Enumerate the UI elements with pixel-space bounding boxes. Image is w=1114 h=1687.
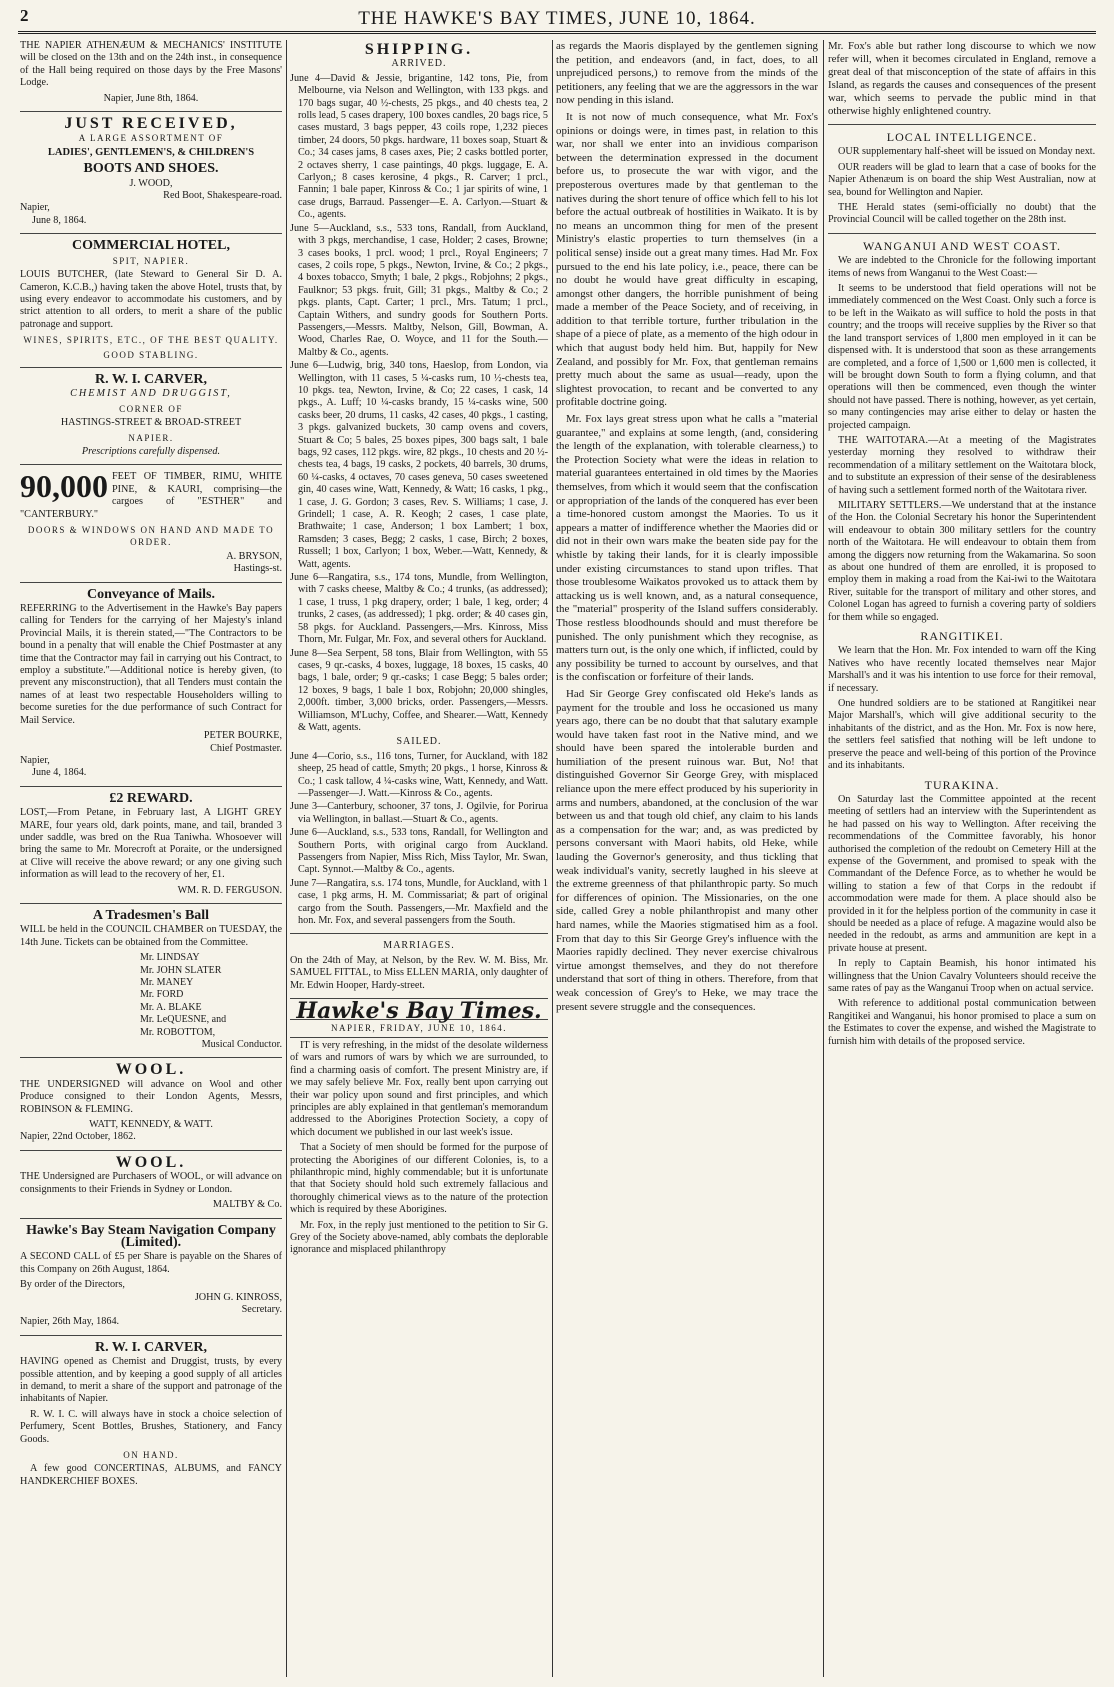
page-title: THE HAWKE'S BAY TIMES, JUNE 10, 1864. [358, 8, 756, 29]
ad-date: Napier, 26th May, 1864. [20, 1316, 120, 1328]
divider [290, 933, 548, 934]
ad-text: LOUIS BUTCHER, (late Steward to General Sir D. A. Cameron, K.C.B.,) having taken the above Hotel, trusts that, by using every endeavor to accommodate his customers, and by strict attention to all orders, to merit a share of the public patronage and support. [20, 269, 282, 330]
turakina-item: On Saturday last the Committee appointed at the recent meeting of settlers had an interview with the Superintendent as he had passed on his way to Wellington. After receiving the recommendations of the Committee favorably, his honor authorised the completion of the redoubt on Cemetery Hill at the expense of the Government, and promised to speak with the Commandant of the Defence Force, as to whether he would be willing to station a few of that Corps in the redoubt if accommodation were made for them. A place should also be provided in it for the helpless portion of the community in case it should be needed as a place of refuge. A magazine would also be needed in the redoubt, as arms and ammunition are kept in a private house at present. [828, 793, 1096, 954]
leader-paragraph: Mr. Fox lays great stress upon what he calls a "material guarantee," and explains at some length, (and, considering the length of the explanation, with tolerable clearness,) to the Protection Society what were the ideas in relation to material guarantees entertained in old times by the Maories themselves, from which it would seem that the confiscation or appropriation of the lands of the conquered has ever been a time-honored custom amongst the Maories. To us it appears a matter of indifference whether the Maories did or did not in their own wars make the beaten side pay for the whistle by taking their lands, for it is clearly impossible under existing circumstances to stand upon trifles. That those troublesome Waikatos provoked us to attack them by attacking us is well known, and, as a natural consequence, the "material" prosperity of the Island suffers considerably. Those restless bloodhounds should and must therefore be punished. The only punishment which they recognise, as matters turn out, is the only one which, if inflicted, could by any possibility be turned to account by ourselves, and that is the confiscation or forfeiture of their lands. [556, 413, 818, 684]
timber-number: 90,000 [20, 471, 108, 505]
ad-date: June 8, 1864. [32, 214, 87, 226]
dateline: NAPIER, FRIDAY, JUNE 10, 1864. [290, 1019, 548, 1037]
marriage-notice: On the 24th of May, at Nelson, by the Rev. W. M. Biss, Mr. SAMUEL FITTAL, to Miss ELLEN MARIA, only daughter of Mr. Edwin Hooper, Hardy-street. [290, 954, 548, 991]
ad-sub: A LARGE ASSORTMENT OF [78, 133, 224, 144]
rangitikei-item: We learn that the Hon. Mr. Fox intended to warn off the King Natives who have recently located themselves near Major Marshall's and it was his intention to use force for their removal, if necessary. [828, 645, 1096, 694]
committee-member: Mr. LINDSAY [140, 952, 200, 964]
wanganui-item: It seems to be understood that field operations will not be immediately commenced on the West Coast. Only such a force is to be left in the Waikato as will suffice to hold the posts in that country; and the troops will receive supplies by the River so that the land transport services of 1,800 men employed in it can be dispensed with. It is understood that soon as these arrangements are completed, and a force of 1,500 or 1,600 men is collected, it will be brought down South to form a flying column, and that operations will then be commenced, even though the winter should not have passed. There is nothing, however, as yet certain, so many contingencies may arise either to delay or hasten the projected campaign. [828, 283, 1096, 431]
paper-title: Hawke's Bay Times. [296, 998, 542, 1025]
intro-paragraph: Mr. Fox's able but rather long discourse to which we now refer will, when it becomes circulated in England, remove a great deal of that misconception of the state of affairs in this Island, as regards the causes and consequences of the present war, which seems to pervade the public mind in that otherwise highly enlightened country. [828, 40, 1096, 117]
local-item: OUR readers will be glad to learn that a case of books for the Napier Athenæum is on board the ship West Australian, now at sea, bound for Wellington and Napier. [828, 161, 1096, 198]
departure-entry: June 4—Corio, s.s., 116 tons, Turner, for Auckland, with 182 sheep, 25 head of cattle, Smyth; 20 pkgs., 1 horse, Kinross & Co.; 1 cask tallow, 4 ¼-casks wine, Watt, Kennedy, and Watt.—Passenger—J. Watt.—Kinross & Co., agents. [290, 750, 548, 799]
ad-text: FEET OF TIMBER, RIMU, WHITE PINE, & KAURI, comprising—the cargoes of "ESTHER" and "CANTERBURY." [20, 471, 282, 520]
ad-sub: SPIT, NAPIER. [112, 255, 190, 266]
divider [20, 367, 282, 368]
column-rule [286, 40, 287, 1677]
committee-member: Mr. MANEY [140, 977, 194, 988]
ad-wool-maltby [20, 1153, 282, 1212]
ad-text: A SECOND CALL of £5 per Share is payable on the Shares of this Company on 26th August, 1864. [20, 1251, 282, 1275]
ad-doors: DOORS & WINDOWS ON HAND AND MADE TO ORDER. [27, 525, 275, 548]
departure-entry: June 3—Canterbury, schooner, 37 tons, J. Ogilvie, for Porirua via Wellington, in ballast.—Stuart & Co., agents. [290, 801, 548, 825]
divider [20, 464, 282, 465]
rangitikei-heading: RANGITIKEI. [920, 629, 1004, 644]
column-rule [552, 40, 553, 1677]
local-heading: LOCAL INTELLIGENCE. [886, 130, 1038, 144]
ad-name: J. WOOD, [129, 177, 173, 189]
ad-date: Napier, June 8th, 1864. [103, 92, 199, 104]
sailed-heading: SAILED. [396, 736, 442, 748]
ad-on-hand: ON HAND. [123, 1450, 179, 1460]
ad-trade: CHEMIST AND DRUGGIST, [70, 388, 232, 400]
ad-order: By order of the Directors, [20, 1279, 125, 1291]
ad-street: Hastings-st. [233, 563, 282, 575]
ad-name: A. BRYSON, [226, 550, 282, 562]
ad-address: Red Boot, Shakespeare-road. [163, 190, 282, 202]
ad-text: REFERRING to the Advertisement in the Hawke's Bay papers calling for Tenders for the carrying of her Majesty's inland Provincial Mails, it is therein stated,—"The Contractors to be bound in a penalty that will enable the Chief Postmaster at any time that the Contractor may fail in carrying out his Contract, to employ a substitute."—Additional notice is hereby given, (to prevent any misconstruction), that all Tenders must contain the names of at least two respectable Householders willing to become sureties for the due performance of such Contract for Mail Service. [20, 603, 282, 726]
turakina-item: In reply to Captain Beamish, his honor intimated his willingness that the Union Cavalry Volunteers should receive the same rates of pay as the Wanganui Troop when on actual service. [828, 958, 1096, 994]
ad-text: THE Undersigned are Purchasers of WOOL, or will advance on consignments to their Friends in Sydney or London. [20, 1171, 282, 1195]
leader-paragraph: Had Sir George Grey confiscated old Heke's lands as payment for the trouble and loss he occasioned us many years ago, there can be no doubt that that salutary example would have taken fast root in the Native mind, and we should have been spared the intolerable burden and humiliation of the present ruinous war. But, No! that distinguished Governor Sir George Grey, with misplaced reliance upon the mere effect produced by his superiority in arms and numbers, abandoned, at the conclusion of the war between us and that tough old chief, any claim to his lands as a compensation for the war; and, as was predicted by persons conversant with Maori habits, old Heke, while lauding the Governor's generosity, and thus tickling that weak individual's vanity, secretly laughed in his sleeve at the extreme greenness of that philanthropic party. So much for differences of opinion. The Missionaries, on the one side, called Grey a noble philanthropist and many other hard names, while the Maories stigmatised him as a fool. From that day to this Sir George Grey's influence with the Maories rapidly declined. They never exercise chivalrous virtue amongst themselves, and they do not therefore understand that sort of thing in others. Therefore, from that weak concession of Grey's to Heke, we may trace the present severe struggle and the consequences. [556, 687, 818, 1013]
marriages-heading: MARRIAGES. [383, 940, 455, 952]
ad-stabling: GOOD STABLING. [103, 349, 199, 360]
leader-paragraph: It is not now of much consequence, what Mr. Fox's opinions or doings were, in times past, in relation to this war, nor shall we enter into an invidious comparison between the determination expressed in the document before us, to prosecute the war with vigor, and the preposterous overtures made by that gentleman to the natives during the short tenure of office which fell to his lot before the actual outbreak of hostilities in Waikato. It is by no means an uncommon thing for men of the present Ministry's elastic properties to turn themselves (in a political sense) inside out a great many times. Had Mr. Fox pursued to the end his late policy, i.e., peace, there can be no doubt he would have great difficulty in escaping, amongst other dangers, the horrible punishment of being made a member of the Peace Society, and of receiving, in addition to that terrible torture, further tribulation in the shape of a piece of plate, as a memento of the high odour in which that august body held him. But, happily for New Zealand, and possibly for Mr. Fox, that gentleman remains pretty much about the same as usual—ready, upon the slightest provocation, to recant and be converted to any profitable doctrine going. [556, 110, 818, 409]
divider [20, 582, 282, 583]
divider [20, 1150, 282, 1151]
arrived-heading: ARRIVED. [391, 58, 447, 70]
departure-entry: June 6—Auckland, s.s., 533 tons, Randall, for Wellington and Southern Ports, with original cargo from Auckland. Passengers from Napier, Miss Rich, Miss Taylor, Mr. Swan, Capt. Synnot.—Maltby & Co., agents. [290, 827, 548, 876]
divider [20, 1057, 282, 1058]
departure-entry: June 7—Rangatira, s.s. 174 tons, Mundle, for Auckland, with 1 case, 1 pkg arms, H. M. Commissariat; & part of original cargo from the South. Passengers,—Mr. Maxfield and the hon. Mr. Fox, and several passengers from the South. [290, 877, 548, 927]
ad-date: Napier, 22nd October, 1862. [20, 1131, 136, 1143]
ad-item: BOOTS AND SHOES. [83, 161, 219, 177]
ad-name: MALTBY & Co. [212, 1199, 282, 1211]
divider [20, 1218, 282, 1219]
local-item: THE Herald states (semi-officially no doubt) that the Provincial Council will be called together on the 28th inst. [828, 202, 1096, 226]
column-leader [556, 40, 818, 1679]
wanganui-heading: WANGANUI AND WEST COAST. [863, 238, 1061, 253]
divider [20, 786, 282, 787]
ad-text: THE UNDERSIGNED will advance on Wool and other Produce consigned to their London Agents, Messrs, ROBINSON & FLEMING. [20, 1078, 282, 1115]
turakina-heading: TURAKINA. [924, 777, 1000, 792]
ad-wines: WINES, SPIRITS, ETC., OF THE BEST QUALITY. [23, 335, 279, 346]
committee-member: Mr. A. BLAKE [140, 1001, 202, 1013]
divider [20, 111, 282, 112]
ad-heading: £2 REWARD. [109, 790, 193, 806]
ad-streets: HASTINGS-STREET & BROAD-STREET [60, 417, 242, 429]
ad-text: WILL be held in the COUNCIL CHAMBER on TUESDAY, the 14th June. Tickets can be obtained from the Committee. [20, 924, 282, 948]
committee-member: Mr. FORD [140, 989, 184, 1001]
page-number: 2 [20, 6, 29, 25]
ad-note: Prescriptions carefully dispensed. [81, 445, 221, 457]
committee-member: Mr. ROBOTTOM, [140, 1026, 216, 1038]
ad-title: Secretary. [241, 1303, 282, 1315]
ad-heading: WOOL. [115, 1153, 187, 1171]
ad-carver-opened [20, 1339, 282, 1488]
divider [828, 124, 1096, 125]
ad-town: NAPIER. [128, 432, 174, 443]
ad-heading: COMMERCIAL HOTEL, [72, 238, 230, 254]
ad-carver-chemist [20, 371, 282, 458]
divider [20, 233, 282, 234]
ad-steam-navigation [20, 1222, 282, 1329]
wanganui-item: MILITARY SETTLERS.—We understand that at the instance of the Hon. the Colonial Secretary his honor the Superintendent will endeavour to obtain 300 military settlers for the country north of the Waitotara. He will endeavour to obtain them from among the diggers now returning from the Wakamarina. So soon as about one hundred of them are enrolled, it is proposed to employ them in making a road from the Kai-iwi to the Waitotara River, suitable for the transport of military and other stores, and Colonel Logan has agreed to furnish a covering party of soldiers for them while so engaged. [828, 499, 1096, 623]
ad-heading: A Tradesmen's Ball [92, 907, 210, 923]
wanganui-item: We are indebted to the Chronicle for the following important items of news from Wanganui to the West Coast:— [828, 255, 1096, 279]
committee-member: Mr. LeQUESNE, and [140, 1014, 227, 1026]
column-local-news [828, 40, 1096, 1679]
leader-paragraph: Mr. Fox, in the reply just mentioned to the petition to Sir G. Grey of the Society above-named, ably combats the deplorable ignorance and misplaced philanthropy [290, 1219, 548, 1256]
arrival-entry: June 8—Sea Serpent, 58 tons, Blair from Wellington, with 55 cases, 9 qr.-casks, 4 boxes, luggage, 18 boxes, 15 casks, 40 bags, 1 bale, order; 9 qr.-casks; 1 case Begg; 5 bales order; 12 boxes, 9 bags, 1 bale 1 box, Robjohn; 20,000 shingles, 2,000ft. timber, 3,000 bricks, order. Passengers,—Messrs. Williamson, M'Luchy, Coffee, and Shearer.—Watt, Kennedy & Watt, agents. [290, 647, 548, 733]
ad-heading: R. W. I. CARVER, [95, 371, 207, 387]
divider [20, 1335, 282, 1336]
ad-reward [20, 790, 282, 897]
leader-paragraph: That a Society of men should be formed for the purpose of protecting the Aborigines of our different Colonies, is, to a philanthropic mind, highly commendable; but it is unfortunate that that Society should hold such extremely fallacious and thoroughly chimerical views as to the nature of the protection which is required by these Aborigines. [290, 1142, 548, 1216]
shipping-heading: SHIPPING. [364, 41, 474, 58]
leader-paragraph: IT is very refreshing, in the midst of the desolate wilderness of wars and rumors of wars by which we are surrounded, to find a charming oasis of comfort. The present Ministry are, if we may safely believe Mr. Fox, really bent upon carrying out their war policy upon sound and first principles, and which principles are ably explained in that gentleman's memorandum addressed to the Aborigines Protection Society, a copy of which document we published in our last week's issue. [290, 1039, 548, 1138]
ad-text: HAVING opened as Chemist and Druggist, trusts, by every possible attention, and by keeping a good supply of all articles in demand, to merit a share of the support and patronage of the inhabitants of Napier. [20, 1356, 282, 1405]
ad-name: JOHN G. KINROSS, [194, 1291, 282, 1303]
ad-name: WM. R. D. FERGUSON. [177, 884, 282, 896]
ad-mails [20, 586, 282, 780]
wanganui-item: THE WAITOTARA.—At a meeting of the Magistrates yesterday morning they resolved to withdraw their recommendation of a military settlement on the Waitotara block, and to substitute an expression of their sense of the desirableness of having such a settlement formed north of the Waitotara river. [828, 434, 1096, 496]
ad-heading: JUST RECEIVED, [64, 115, 238, 133]
ad-conductor: Musical Conductor. [201, 1039, 282, 1051]
ad-wool-watt [20, 1061, 282, 1143]
turakina-item: With reference to additional postal communication between Rangitikei and Wanganui, his honor promised to place a sum on the Estimates to cover the expense, and wished the Magistrate to furnish him with details of the proposed service. [828, 998, 1096, 1047]
ad-heading: Hawke's Bay Steam Navigation Company (Limited). [26, 1222, 276, 1250]
rangitikei-item: One hundred soldiers are to be stationed at Rangitikei near Major Marshall's, which will give additional security to the inhabitants of the district, and as the Hon. Mr. Fox is now here, the settlers feel satisfied that nothing will be left undone to preserve the peace and well-being of this portion of the Province and its inhabitants. [828, 698, 1096, 772]
arrival-entry: June 6—Ludwig, brig, 340 tons, Haeslop, from London, via Wellington, with 11 cases, 5 ¼-casks rum, 10 ½-chests tea, 10 pkgs. tea, Newton, Irvine, & Co; 22 cases, 1 cask, 14 pkgs., A. Luff; 10 ¼-casks brandy, 15 ¼-casks wine, 500 casks beer, 20 drums, 11 casks, 42 cases, 40 pkgs., 1 casting, 3 pkgs. galvanized buckets, 30 camp ovens and covers, Stuart & Co; 5 bales, 25 boxes pipes, 300 bags salt, 1 bale bags, 92 cases, 112 pkgs. wire, 82 pkgs., 10 chests and 20 ½-chests tea, 4 bags, 19 casks, 2 pockets, 40 barrels, 30 drums, 60 ¼-casks, 4 octaves, 70 cases geneva, 50 cases sweetened gin, 40 cases wine, Watt, Kennedy, & Watt; 16 casks, 1 pkg., 1 case, J. G. Gordon; 3 cases, Rev. S. Williams; 1 case, J. Grindell; 1 case, A. R. Keogh; 2 cases, 1 case plate, Brathwaite; 1 case, Anderson; 1 box Lambert; 1 box, Ramsden; 3 cases, Begg; 2 casks, 1 case, Birch; 2 boxes, Russell; 1 box, Carlyon; 1 box, Weber.—Watt, Kennedy, & Watt, agents. [290, 360, 548, 570]
ad-heading: R. W. I. CARVER, [95, 1339, 207, 1355]
ad-place: Napier, [20, 202, 50, 214]
committee-list [20, 952, 282, 1039]
committee-member: Mr. JOHN SLATER [140, 964, 222, 976]
masthead [18, 4, 1096, 34]
leader-paragraph: as regards the Maoris displayed by the gentlemen signing the petition, and endeavors (and, in fact, does, to all unprejudiced persons,) to remove from the minds of the petitioners, any feeling that we are the aggressors in the war now pending in this island. [556, 40, 818, 107]
ad-place: Napier, [20, 754, 50, 766]
arrival-entry: June 6—Rangatira, s.s., 174 tons, Mundle, from Wellington, with 7 casks cheese, Maltby & Co.; 4 trunks, (as addressed); 1 case, 1 truss, 1 pkg drapery, order; 1 bale, 1 keg, order; 4 trunks, 2 cases, (as addressed); 1 pkg. order; & 40 cases gin, 58 pkgs. for Auckland. Passengers,—Mrs. Kinross, Miss Thorn, Mr. Fulgar, Mr. Fox, and several others for Auckland. [290, 572, 548, 646]
column-advertisements [20, 40, 282, 1679]
divider [20, 903, 282, 904]
ad-text-2: R. W. I. C. will always have in stock a choice selection of Perfumery, Scent Bottles, Brushes, Stationery, and Fancy Goods. [20, 1408, 282, 1445]
ad-ball [20, 907, 282, 1051]
ad-line: LADIES', GENTLEMEN'S, & CHILDREN'S [47, 146, 255, 158]
ad-commercial-hotel [20, 240, 282, 361]
ad-date: June 4, 1864. [32, 767, 87, 779]
ad-name: PETER BOURKE, [203, 730, 282, 742]
ad-timber [20, 471, 282, 575]
ad-corner: CORNER OF [119, 403, 183, 414]
column-rule [823, 40, 824, 1677]
ad-last: A few good CONCERTINAS, ALBUMS, and FANCY HANDKERCHIEF BOXES. [20, 1463, 282, 1487]
arrival-entry: June 4—David & Jessie, brigantine, 142 tons, Pie, from Melbourne, via Nelson and Wellington, with 133 pkgs. and 170 bags sugar, 40 ½-chests, 25 pkgs., and 40 chests tea, 2 rolls lead, 5 cases drapery, 100 boxes candles, 20 bags rice, 5 cases mustard, 3 bags pepper, 43 coils rope, 1,232 pieces timber, 24 doors, 50 pkgs. hardware, 11 boxes soap, Stuart & Co.; 34 cases jams, 8 cases axes, Pie; 2 casks bottled porter, 2 octaves sherry, 1 case paintings, 40 pkgs. luggage, E. A. Carlyon,; 8 cases kerosine, 4 pkgs., R. Carver; 1 prcl., Fannin; 1 bale paper, Kinross & Co.; 1 jar spirits of wine, 1 case drugs, Barraud. Passenger—E. A. Carlyon.—Stuart & Co., agents. [290, 72, 548, 221]
local-item: OUR supplementary half-sheet will be issued on Monday next. [838, 146, 1096, 158]
column-shipping [290, 40, 548, 1679]
ad-athenaeum [20, 40, 282, 105]
ad-text: THE NAPIER ATHENÆUM & MECHANICS' INSTITUTE will be closed on the 13th and on the 24th inst., in consequence of the Hall being required on those days by the Free Masons' Lodge. [20, 40, 282, 89]
arrival-entry: June 5—Auckland, s.s., 533 tons, Randall, from Auckland, with 3 pkgs, merchandise, 1 case, Holder; 2 cases, Browne; 3 cases books, 1 prcl. wood; 1 prcl., Royal Engineers; 7 cases, 2 coils rope, 5 pkgs., Newton, Irvine, & Co.; 2 pkgs., 4 boxes tobacco, Smyth; 1 bale, 2 pkgs., Robjohns; 2 pkgs., Faulknor; 53 pkgs. fruit, Gill; 31 pkgs., Maltby & Co.; 2 pkgs. plants, Capt. Carter; 1 prcl., Mrs. Tatum; 1 prcl., Captain Withers, and sundry goods for Southern Ports. Passengers,—Messrs. Maltby, Nelson, Gill, Bowman, A. Wood, Charles Rae, O. Woyce, and 11 for the South.—Maltby & Co., agents. [290, 222, 548, 358]
ad-title: Chief Postmaster. [210, 742, 282, 754]
ad-heading: Conveyance of Mails. [87, 586, 215, 602]
ad-heading: WOOL. [115, 1061, 187, 1079]
ad-text: LOST,—From Petane, in February last, A LIGHT GREY MARE, four years old, dark points, mane, and tail, branded 3 under saddle, was bred on the Rua Taniwha. Whosoever will bring the same to Mr. Morecroft at Poraite, or the undersigned at Clive will receive the above reward; or any one giving such information as will lead to the recovery of her, £1. [20, 807, 282, 881]
divider [828, 233, 1096, 234]
ad-name: WATT, KENNEDY, & WATT. [89, 1119, 213, 1131]
ad-just-received [20, 115, 282, 227]
